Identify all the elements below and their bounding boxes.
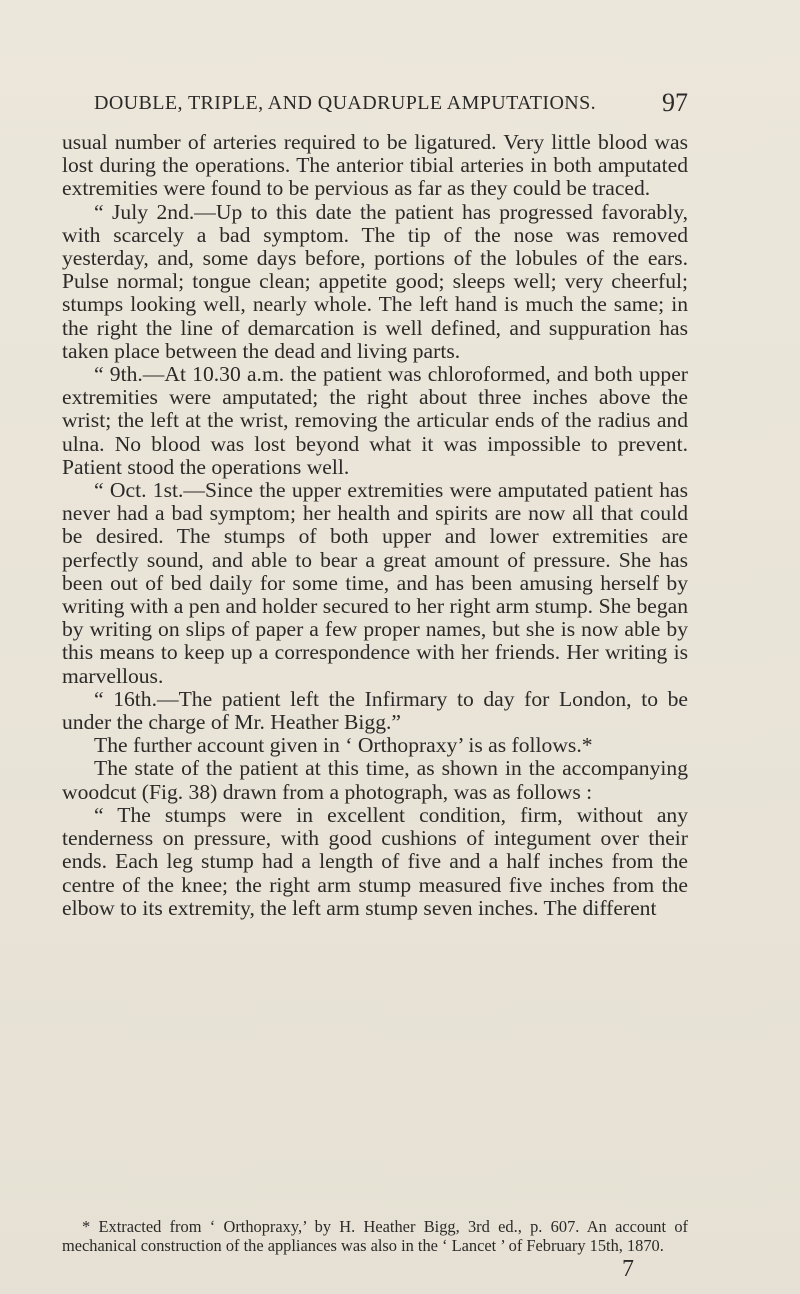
paragraph-2: “ July 2nd.—Up to this date the patient has progressed favorably, with scarcely a bad symptom. The tip of the nose was removed yesterday, and, some days before, portions of the lobules of the ears. Pulse normal; tongue clean; appetite good; sleeps well; very cheerful; stumps looking well, nearly whole. The left hand is much the same; in the right the line of demarcation is well defined, and suppuration has taken place between the dead and living parts. <box>62 199 688 363</box>
running-title: DOUBLE, TRIPLE, AND QUADRUPLE AMPUTATIONS. <box>94 92 597 114</box>
paragraph-6: The further account given in ‘ Orthopraxy’ is as follows.* <box>94 733 593 758</box>
paragraph-3: “ 9th.—At 10.30 a.m. the patient was chloroformed, and both upper extremities were amputated; the right about three inches above the wrist; the left at the wrist, removing the articular ends of the radius and ulna. No blood was lost beyond what it was impossible to prevent. Patient stood the operations well. <box>62 362 688 479</box>
running-head <box>94 88 688 122</box>
paragraph-8: “ The stumps were in excellent condition, firm, without any tenderness on pressure, with good cushions of integument over their ends. Each leg stump had a length of five and a half inches from the centre of the knee; the right arm stump measured five inches from the elbow to its extremity, the left arm stump seven inches. The different <box>62 802 688 920</box>
page-number: 97 <box>662 88 688 117</box>
paragraph-1: usual number of arteries required to be ligatured. Very little blood was lost during the operations. The anterior tibial arteries in both amputated extremities were found to be pervious as far as they could be traced. <box>62 130 688 201</box>
paragraph-4: “ Oct. 1st.—Since the upper extremities were amputated patient has never had a bad symptom; her health and spirits are now all that could be desired. The stumps of both upper and lower extremities are perfectly sound, and able to bear a great amount of pressure. She has been out of bed daily for some time, and has been amusing herself by writing with a pen and holder secured to her right arm stump. She began by writing on slips of paper a few proper names, but she is now able by this means to keep up a correspondence with her friends. Her writing is marvellous. <box>62 478 688 688</box>
paragraph-5: “ 16th.—The patient left the Infirmary to day for London, to be under the charge of Mr. Heather Bigg.” <box>62 686 688 735</box>
paragraph-7: The state of the patient at this time, as shown in the accompanying woodcut (Fig. 38) drawn from a photograph, was as follows : <box>62 756 688 804</box>
footnote: * Extracted from ‘ Orthopraxy,’ by H. Heather Bigg, 3rd ed., p. 607. An account of mechanical construction of the appliances was also in the ‘ Lancet ’ of February 15th, 1870. <box>62 1217 688 1255</box>
signature-mark: 7 <box>622 1256 634 1282</box>
body-text <box>62 131 688 920</box>
